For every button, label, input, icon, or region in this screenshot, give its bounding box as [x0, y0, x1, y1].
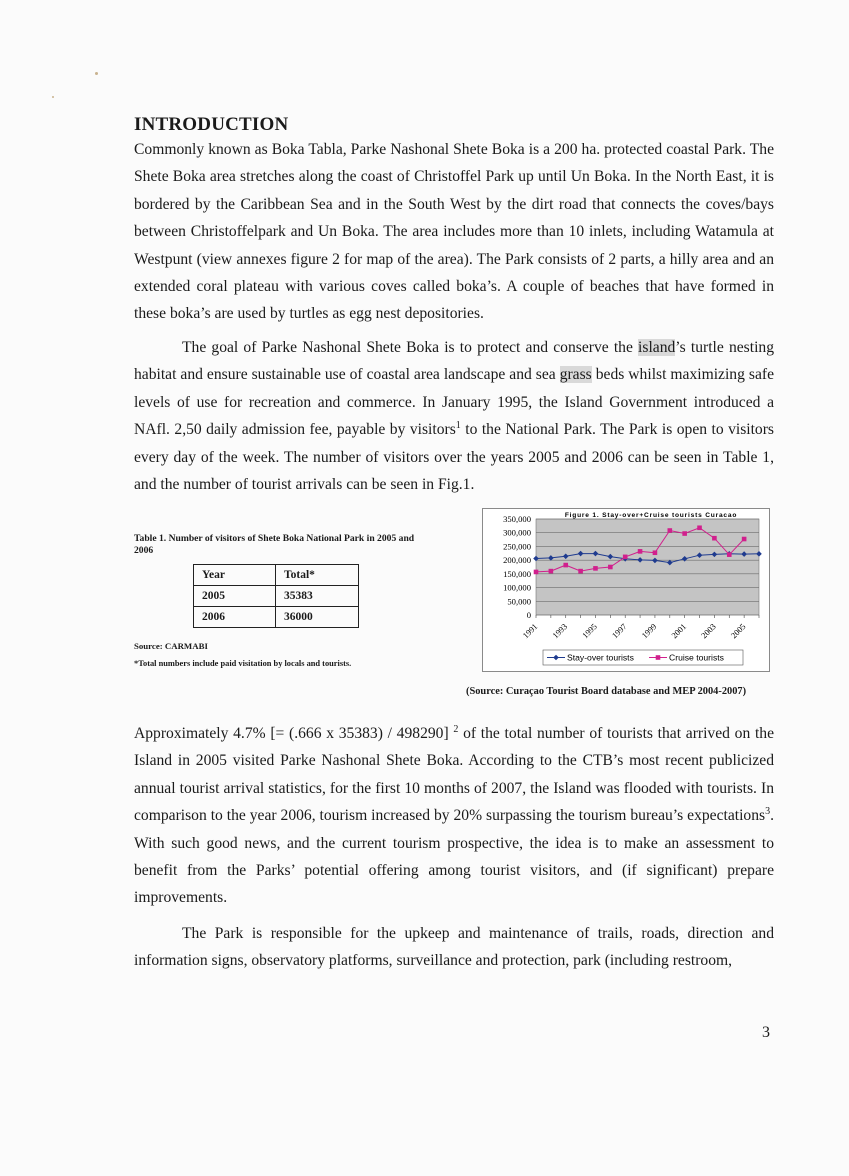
paragraph-3-text: . With such good news, and the current tourism prospective, the idea is to make an assessment to benefit from the Parks’ potential offering among tourist visitors, and (if significant) prepare improvements. [134, 807, 774, 907]
footnote-marker: 1 [455, 420, 461, 432]
paragraph-2-text: beds whilst maximizing safe levels of use for recreation and commerce. In January 1995, the Island Government introduced a NAfl. 2,50 daily admission fee, payable by visitors [134, 366, 774, 439]
footnote-marker: 2 [453, 724, 459, 735]
data-point-cruise [608, 565, 613, 570]
paragraph-2 [134, 334, 774, 498]
highlighted-word: grass [559, 366, 592, 384]
table-source: Source: CARMABI [134, 641, 208, 651]
tourist-chart-frame [482, 508, 770, 672]
table-header-row [194, 565, 359, 586]
data-point-cruise [682, 531, 687, 536]
x-tick-label: 1991 [521, 622, 540, 641]
table-cell: 2005 [194, 586, 276, 607]
table-caption: Table 1. Number of visitors of Shete Boka National Park in 2005 and 2006 [134, 533, 415, 556]
tourist-chart [483, 509, 769, 671]
data-point-cruise [727, 552, 732, 557]
data-point-cruise [534, 570, 539, 575]
data-point-cruise [593, 566, 598, 571]
x-tick-label: 1997 [610, 622, 629, 641]
table-cell: 36000 [276, 607, 359, 628]
y-tick-label: 50,000 [507, 596, 531, 607]
x-tick-label: 2001 [669, 622, 689, 641]
paragraph-3 [134, 720, 774, 912]
data-point-cruise [697, 525, 702, 530]
footnote-marker: 3 [765, 806, 771, 818]
table-header-cell: Year [194, 565, 276, 586]
data-point-cruise [563, 563, 568, 568]
data-point-cruise [623, 555, 628, 560]
y-tick-label: 100,000 [503, 582, 531, 593]
data-point-cruise [712, 536, 717, 541]
paragraph-2-text: The goal of Parke Nashonal Shete Boka is to protect and conserve the [182, 339, 639, 356]
y-tick-label: 300,000 [503, 527, 531, 538]
section-heading: INTRODUCTION [134, 114, 289, 135]
scan-speck [95, 72, 98, 75]
table-cell: 35383 [276, 586, 359, 607]
data-point-cruise [742, 537, 747, 542]
figure-source: (Source: Curaçao Tourist Board database and MEP 2004-2007) [466, 686, 747, 697]
table-row [194, 607, 359, 628]
legend-label-stay-over: Stay-over tourists [567, 652, 634, 663]
chart-title: Figure 1. Stay-over+Cruise tourists Curacao [564, 512, 738, 519]
visitors-table [193, 564, 359, 628]
table-row [194, 586, 359, 607]
data-point-cruise [549, 569, 554, 574]
scan-speck [52, 96, 54, 98]
y-tick-label: 250,000 [503, 541, 531, 552]
paragraph-2-text: to the National Park. The Park is open to visitors every day of the week. The number of visitors over the years 2005 and 2006 can be seen in Table 1, and the number of tourist arrivals can be seen in Fig.1. [134, 421, 774, 494]
y-tick-label: 200,000 [503, 555, 531, 566]
page-number: 3 [762, 1024, 770, 1041]
data-point-cruise [668, 528, 673, 533]
table-note: *Total numbers include paid visitation by locals and tourists. [134, 659, 352, 668]
paragraph-3-text: of the total number of tourists that arrived on the Island in 2005 visited Parke Nashonal Shete Boka. According to the CTB’s most recent publicized annual tourist arrival statistics, for the first 10 months of 2007, the Island was flooded with tourists. In comparison to the year 2006, tourism increased by 20% surpassing the tourism bureau’s expectations [134, 725, 775, 825]
data-point-cruise [638, 549, 643, 554]
data-point-cruise [578, 569, 583, 574]
x-tick-label: 1999 [640, 622, 659, 641]
table-header-cell: Total* [276, 565, 359, 586]
y-tick-label: 150,000 [503, 568, 531, 579]
x-tick-label: 1995 [580, 622, 599, 641]
paragraph-3-text: Approximately 4.7% [= (.666 x 35383) / 498290] [134, 725, 454, 742]
highlighted-word: island [638, 339, 676, 356]
x-tick-label: 1993 [550, 622, 570, 641]
y-tick-label: 350,000 [503, 514, 531, 524]
paragraph-4: The Park is responsible for the upkeep and maintenance of trails, roads, direction and information signs, observatory platforms, surveillance and protection, park (including restroom, [134, 925, 774, 970]
table-cell: 2006 [194, 607, 276, 628]
y-tick-label: 0 [526, 610, 531, 620]
paragraph-1: Commonly known as Boka Tabla, Parke Nashonal Shete Boka is a 200 ha. protected coastal Park. The Shete Boka area stretches along the coast of Christoffel Park up until Un Boka. In the North East, it is bordered by the Caribbean Sea and in the South West by the dirt road that connects the coves/bays between Christoffelpark and Un Boka. The area includes more than 10 inlets, including Watamula at Westpunt (view annexes figure 2 for map of the area). The Park consists of 2 parts, a hilly area and an extended coral plateau with various coves called boka’s. A couple of beaches that have formed in these boka’s are used by turtles as egg nest depositories. [134, 141, 774, 323]
paragraph-2-text: ’s turtle nesting habitat and ensure sustainable use of coastal area landscape and sea [134, 339, 774, 384]
legend-marker-cruise [656, 655, 661, 660]
legend-label-cruise: Cruise tourists [669, 652, 724, 663]
x-tick-label: 2005 [729, 622, 748, 641]
data-point-cruise [653, 550, 658, 555]
x-tick-label: 2003 [699, 622, 718, 641]
